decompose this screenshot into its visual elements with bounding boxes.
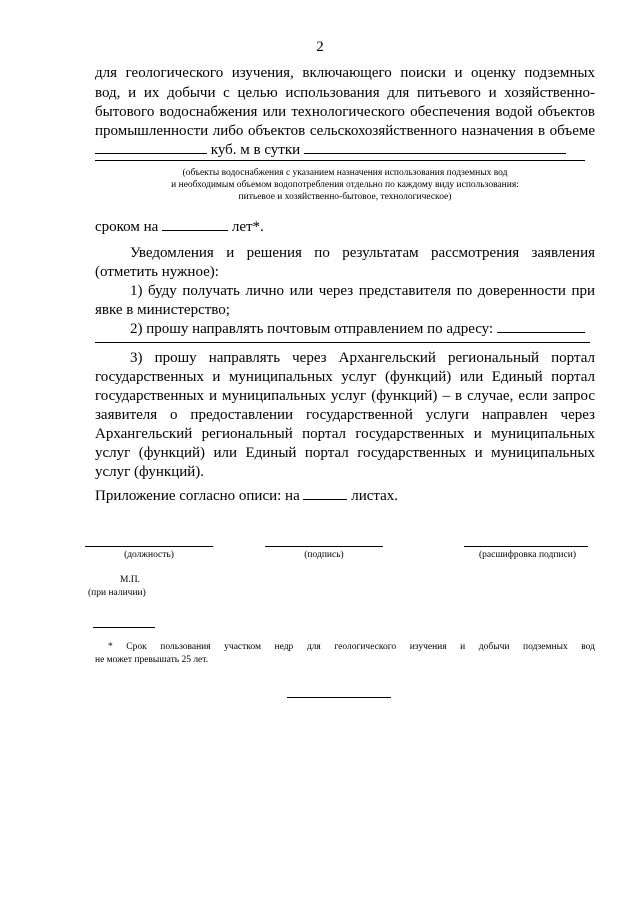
objects-caption: питьевое и хозяйственно-бытовое, технологическое)	[238, 192, 452, 202]
option-portal-cont: услуг (функций) или Единый портал государственных и муниципальных	[95, 445, 595, 461]
term-line	[95, 218, 264, 237]
attachment-sheets-blank[interactable]	[303, 487, 347, 500]
footnote-separator	[93, 627, 155, 628]
objects-blank[interactable]	[304, 141, 566, 154]
attachment-prefix: Приложение согласно описи: на	[95, 488, 300, 504]
option-personal: 1) буду получать лично или через представителя по доверенности при	[130, 283, 595, 299]
intro-line: промышленности либо объектов сельскохозяйственного назначения в объеме	[95, 123, 595, 139]
mail-address-line[interactable]	[95, 342, 590, 343]
decryption-caption: (расшифровка подписи)	[479, 550, 576, 560]
term-years-blank[interactable]	[162, 218, 228, 231]
intro-line: для геологического изучения, включающего поиски и оценку подземных	[95, 65, 595, 81]
mail-address-blank[interactable]	[497, 320, 585, 333]
position-line[interactable]	[85, 546, 213, 547]
notifications-hint: (отметить нужное):	[95, 264, 219, 280]
notifications-heading: Уведомления и решения по результатам рассмотрения заявления	[130, 245, 595, 261]
signature-line[interactable]	[265, 546, 383, 547]
decryption-line[interactable]	[464, 546, 588, 547]
volume-line	[95, 141, 595, 160]
option-mail-label: 2) прошу направлять почтовым отправлением по адресу:	[130, 321, 494, 337]
signature-caption: (подпись)	[304, 550, 344, 560]
volume-blank[interactable]	[95, 141, 207, 154]
stamp-label: М.П.	[119, 575, 141, 585]
position-caption: (должность)	[124, 550, 174, 560]
attachment-suffix: листах.	[351, 488, 399, 504]
end-rule	[287, 697, 391, 698]
objects-caption: и необходимым объемом водопотребления отдельно по каждому виду использования:	[171, 180, 519, 190]
option-portal-cont: государственных и муниципальных услуг (функций) – в случае, если запрос	[95, 388, 595, 404]
option-personal-cont: явке в министерство;	[95, 302, 230, 318]
footnote-text-cont: не может превышать 25 лет.	[95, 655, 209, 665]
intro-line: бытового водоснабжения или технологического обеспечения водой объектов	[95, 104, 595, 120]
option-mail	[130, 320, 585, 339]
option-portal: 3) прошу направлять через Архангельский региональный портал	[130, 350, 595, 366]
footnote-text: * Срок пользования участком недр для геологического изучения и добычи подземных вод	[108, 642, 595, 652]
option-portal-cont: заявителя о предоставлении государственной услуги направлен через	[95, 407, 595, 423]
objects-caption: (объекты водоснабжения с указанием назначения использования подземных вод	[182, 168, 508, 178]
volume-unit: куб. м в сутки	[210, 142, 301, 158]
term-prefix: сроком на	[95, 219, 159, 235]
intro-line: вод, и их добычи с целью использования для питьевого и хозяйственно-	[95, 85, 595, 101]
stamp-note: (при наличии)	[88, 588, 146, 598]
option-portal-cont: услуг (функций).	[95, 464, 205, 480]
page-number: 2	[316, 39, 324, 55]
objects-blank-line[interactable]	[95, 160, 585, 161]
option-portal-cont: Архангельский региональный портал государственных и муниципальных	[95, 426, 595, 442]
option-portal-cont: государственных и муниципальных услуг (функций) или Единый портал	[95, 369, 595, 385]
term-suffix: лет*.	[231, 219, 264, 235]
attachment-line	[95, 487, 398, 506]
